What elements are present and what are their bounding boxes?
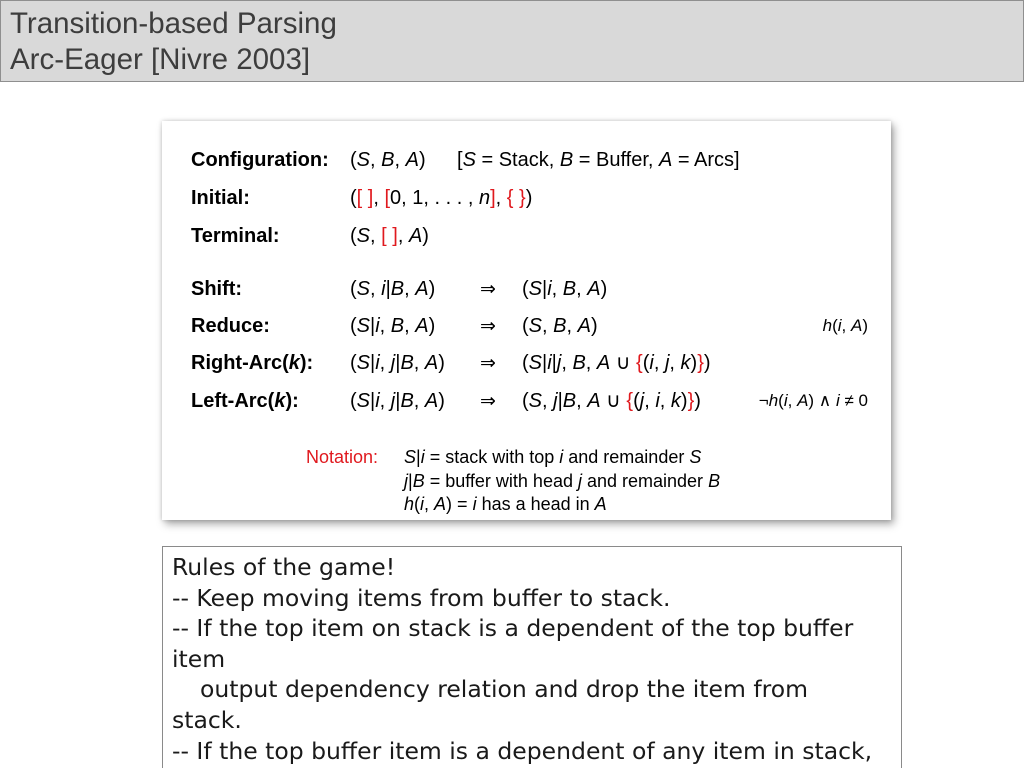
- formula-token: ≠ 0: [839, 391, 868, 410]
- formula-token: ): [694, 390, 701, 412]
- formula-token: i: [655, 390, 660, 412]
- formula-token: (: [350, 149, 357, 171]
- formula-token: S: [528, 315, 543, 337]
- formula-token: ∪: [600, 390, 627, 412]
- formula-token: B: [400, 390, 414, 412]
- notes-line: output dependency relation and drop the item from: [200, 675, 809, 704]
- formula-token: ): [438, 352, 445, 374]
- formula-token: ]: [490, 187, 496, 209]
- rule-rhs: [522, 277, 607, 301]
- formula-token: ,: [379, 315, 391, 337]
- formula-token: = Stack,: [475, 149, 560, 171]
- transition-arrow: ⇒: [480, 390, 496, 412]
- formula-token: |: [395, 390, 401, 412]
- rule-label: [191, 148, 329, 172]
- formula-token: |: [370, 315, 376, 337]
- formula-token: ,: [566, 315, 578, 337]
- formula-token: (: [522, 315, 529, 337]
- notes-line: -- Keep moving items from buffer to stack.: [172, 583, 671, 612]
- formula-token: S: [356, 352, 371, 374]
- formula-token: j: [577, 471, 582, 491]
- rule-row-terminal: [162, 224, 891, 248]
- formula-token: [ ]: [381, 225, 398, 247]
- formula-token: has a head in: [476, 494, 595, 514]
- formula-token: S: [528, 352, 543, 374]
- transition-arrow: ⇒: [480, 315, 496, 337]
- configuration-formula: [350, 148, 426, 172]
- formula-token: |: [408, 471, 413, 491]
- formula-token: [: [457, 149, 463, 171]
- formula-token: { }: [506, 187, 526, 209]
- formula-token: k: [680, 352, 691, 374]
- formula-token: B: [390, 278, 405, 300]
- formula-token: h: [404, 494, 415, 514]
- formula-token: A: [405, 149, 419, 171]
- rule-condition: [823, 314, 868, 338]
- formula-token: i: [835, 391, 840, 410]
- formula-token: ,: [669, 352, 681, 374]
- formula-token: j: [390, 390, 396, 412]
- rule-label: [191, 224, 280, 248]
- formula-token: B: [400, 352, 414, 374]
- formula-token: |: [395, 352, 401, 374]
- formula-token: A: [408, 225, 423, 247]
- formula-token: |: [542, 278, 548, 300]
- formula-token: ,: [561, 352, 573, 374]
- formula-token: {: [626, 390, 634, 412]
- formula-token: ,: [787, 391, 798, 410]
- formula-token: = stack with top: [424, 447, 560, 467]
- rule-row-initial: [162, 186, 891, 210]
- formula-token: i: [837, 316, 842, 335]
- notes-line: Rules of the game!: [172, 553, 396, 581]
- formula-token: ,: [370, 278, 382, 300]
- formula-token: i: [381, 278, 386, 300]
- transition-arrow: ⇒: [480, 352, 496, 374]
- notation-line: [404, 470, 720, 492]
- notes-line: item: [172, 644, 226, 673]
- rule-row-right-arc: [162, 351, 891, 375]
- formula-token: B: [562, 278, 577, 300]
- formula-token: (: [414, 494, 421, 514]
- formula-token: |: [551, 352, 557, 374]
- formula-token: |: [385, 278, 391, 300]
- formula-token: = Buffer,: [573, 149, 659, 171]
- formula-token: k: [670, 390, 681, 412]
- formula-token: ,: [404, 278, 416, 300]
- formula-token: A: [850, 316, 863, 335]
- formula-token: (: [350, 187, 357, 209]
- formula-token: (: [522, 352, 529, 374]
- formula-token: ): [428, 278, 436, 300]
- formula-token: (: [778, 391, 784, 410]
- formula-token: [ ]: [356, 187, 374, 209]
- formula-token: B: [390, 315, 405, 337]
- rule-row-reduce: [162, 314, 891, 338]
- formula-token: (: [633, 390, 640, 412]
- formula-token: (: [350, 352, 357, 374]
- formula-token: i: [472, 494, 477, 514]
- formula-token: Reduce:: [191, 315, 270, 337]
- formula-token: ): [438, 390, 445, 412]
- formula-token: ): [690, 352, 698, 374]
- formula-token: j: [664, 352, 670, 374]
- formula-token: (: [522, 278, 529, 300]
- configuration-legend: [457, 148, 740, 172]
- formula-token: S: [528, 390, 543, 412]
- formula-token: j: [553, 390, 558, 412]
- formula-token: S: [462, 149, 476, 171]
- formula-token: B: [708, 471, 721, 491]
- formula-token: ,: [373, 187, 385, 209]
- formula-token: (: [350, 390, 357, 412]
- formula-token: S: [404, 447, 417, 467]
- formula-token: ,: [495, 187, 507, 209]
- formula-token: ,: [542, 315, 554, 337]
- formula-token: A: [587, 390, 601, 412]
- formula-token: i: [420, 494, 425, 514]
- formula-token: h: [822, 316, 833, 335]
- formula-token: ∪: [610, 352, 637, 374]
- formula-token: |: [557, 390, 563, 412]
- formula-token: ): [428, 315, 436, 337]
- formula-token: ,: [394, 149, 406, 171]
- formula-token: S: [356, 149, 371, 171]
- formula-token: i: [375, 315, 380, 337]
- formula-token: }: [687, 390, 695, 412]
- formula-token: ,: [659, 390, 671, 412]
- terminal-formula: [350, 224, 429, 248]
- formula-token: ,: [576, 278, 588, 300]
- formula-token: i: [783, 391, 788, 410]
- formula-token: ,: [379, 352, 391, 374]
- transition-arrow: ⇒: [480, 278, 496, 300]
- formula-token: |: [542, 352, 548, 374]
- formula-token: Shift:: [191, 278, 243, 300]
- slide-subtitle: Arc-Eager [Nivre 2003]: [10, 43, 311, 76]
- rule-condition: [759, 389, 868, 413]
- formula-token: ): [422, 225, 429, 247]
- formula-token: ,: [424, 494, 435, 514]
- formula-token: (: [350, 278, 357, 300]
- notes-line: -- If the top buffer item is a dependent of any item in stack,: [172, 736, 873, 765]
- formula-token: ,: [413, 390, 425, 412]
- formula-token: A: [577, 315, 591, 337]
- formula-token: h: [768, 391, 779, 410]
- formula-token: ):: [285, 390, 299, 412]
- slide-title: Transition-based Parsing: [10, 7, 337, 40]
- rule-lhs: [350, 277, 435, 301]
- formula-token: B: [553, 315, 567, 337]
- rule-row-left-arc: [162, 389, 891, 413]
- formula-token: ): [525, 187, 533, 209]
- formula-token: i: [547, 352, 552, 374]
- rule-lhs: [350, 351, 445, 375]
- formula-token: ,: [370, 225, 382, 247]
- formula-token: ): [600, 278, 608, 300]
- formula-token: n: [478, 187, 491, 209]
- formula-token: S: [528, 278, 543, 300]
- formula-token: |: [370, 352, 376, 374]
- formula-token: S: [356, 278, 371, 300]
- initial-formula: [350, 186, 532, 210]
- formula-token: A: [415, 278, 429, 300]
- formula-token: A: [594, 494, 607, 514]
- rule-label: [191, 351, 313, 375]
- formula-token: (: [522, 390, 529, 412]
- formula-token: S: [356, 225, 371, 247]
- formula-token: ,: [379, 390, 391, 412]
- notation-label: Notation:: [306, 447, 379, 467]
- rule-row-configuration: [162, 148, 891, 172]
- formula-token: A: [596, 352, 611, 374]
- formula-token: k: [274, 390, 286, 412]
- formula-token: B: [572, 352, 586, 374]
- rule-rhs: [522, 351, 711, 375]
- formula-token: ,: [551, 278, 563, 300]
- formula-token: ): [862, 316, 868, 335]
- formula-token: ): [703, 352, 711, 374]
- formula-token: ,: [644, 390, 656, 412]
- formula-token: i: [375, 390, 380, 412]
- formula-token: ) =: [446, 494, 473, 514]
- formula-token: B: [412, 471, 425, 491]
- formula-token: A: [587, 278, 601, 300]
- notes-line: -- If the top item on stack is a dependent of the top buffer: [172, 614, 854, 643]
- formula-token: j: [390, 352, 396, 374]
- rule-row-shift: [162, 277, 891, 301]
- formula-token: Left-Arc(: [191, 390, 275, 412]
- rule-label: [191, 389, 299, 413]
- formula-token: and remainder: [581, 471, 709, 491]
- formula-token: ,: [841, 316, 851, 335]
- formula-token: i: [547, 278, 552, 300]
- formula-token: A: [424, 390, 439, 412]
- formula-token: j: [556, 352, 562, 374]
- formula-token: |: [370, 390, 376, 412]
- formula-token: |: [416, 447, 421, 467]
- formula-token: (: [350, 225, 357, 247]
- rule-lhs: [350, 389, 445, 413]
- formula-token: k: [288, 352, 300, 374]
- formula-token: {: [636, 352, 643, 374]
- formula-token: A: [797, 391, 809, 410]
- slide-header: [0, 0, 1024, 82]
- formula-token: ):: [299, 352, 314, 374]
- rule-lhs: [350, 314, 435, 338]
- formula-token: A: [415, 315, 429, 337]
- formula-token: (: [350, 315, 357, 337]
- formula-token: ) ∧: [808, 391, 836, 410]
- rule-rhs: [522, 389, 701, 413]
- formula-token: ,: [653, 352, 665, 374]
- formula-token: j: [404, 471, 408, 491]
- formula-token: ,: [585, 352, 597, 374]
- formula-token: ,: [370, 149, 382, 171]
- formula-token: (: [832, 316, 838, 335]
- formula-token: A: [434, 494, 447, 514]
- formula-token: ,: [397, 225, 409, 247]
- formula-token: S: [689, 447, 702, 467]
- formula-token: A: [659, 149, 673, 171]
- formula-token: 0, 1, . . . ,: [390, 187, 479, 209]
- formula-token: Terminal:: [191, 225, 280, 247]
- notes-line: stack.: [172, 705, 242, 734]
- formula-token: B: [562, 390, 577, 412]
- formula-token: [: [384, 187, 391, 209]
- formula-token: Configuration:: [191, 149, 329, 171]
- formula-token: ,: [542, 390, 554, 412]
- formula-token: i: [375, 352, 380, 374]
- formula-token: = Arcs]: [672, 149, 740, 171]
- formula-token: ,: [413, 352, 425, 374]
- formula-token: A: [424, 352, 439, 374]
- rule-label: [191, 277, 242, 301]
- formula-token: j: [639, 390, 645, 412]
- formula-token: B: [381, 149, 395, 171]
- formula-token: Right-Arc(: [191, 352, 289, 374]
- formula-token: ,: [576, 390, 588, 412]
- formula-token: i: [420, 447, 425, 467]
- formula-token: ,: [404, 315, 416, 337]
- formula-token: S: [356, 390, 371, 412]
- formula-token: i: [649, 352, 654, 374]
- formula-token: Initial:: [191, 187, 250, 209]
- formula-token: B: [559, 149, 574, 171]
- formula-token: S: [356, 315, 371, 337]
- rule-rhs: [522, 314, 598, 338]
- notation-line: [404, 493, 607, 515]
- formula-token: (: [642, 352, 650, 374]
- rule-label: [191, 186, 250, 210]
- formula-token: and remainder: [563, 447, 690, 467]
- formula-token: }: [697, 352, 704, 374]
- formula-token: = buffer with head: [424, 471, 578, 491]
- formula-token: ): [418, 149, 426, 171]
- formula-token: i: [559, 447, 564, 467]
- notes-box: [162, 546, 902, 768]
- arc-eager-rules-figure: [162, 121, 891, 520]
- rule-label: [191, 314, 270, 338]
- formula-token: ): [680, 390, 688, 412]
- formula-token: ): [590, 315, 598, 337]
- formula-token: ¬: [758, 391, 769, 410]
- notation-line: [404, 446, 701, 468]
